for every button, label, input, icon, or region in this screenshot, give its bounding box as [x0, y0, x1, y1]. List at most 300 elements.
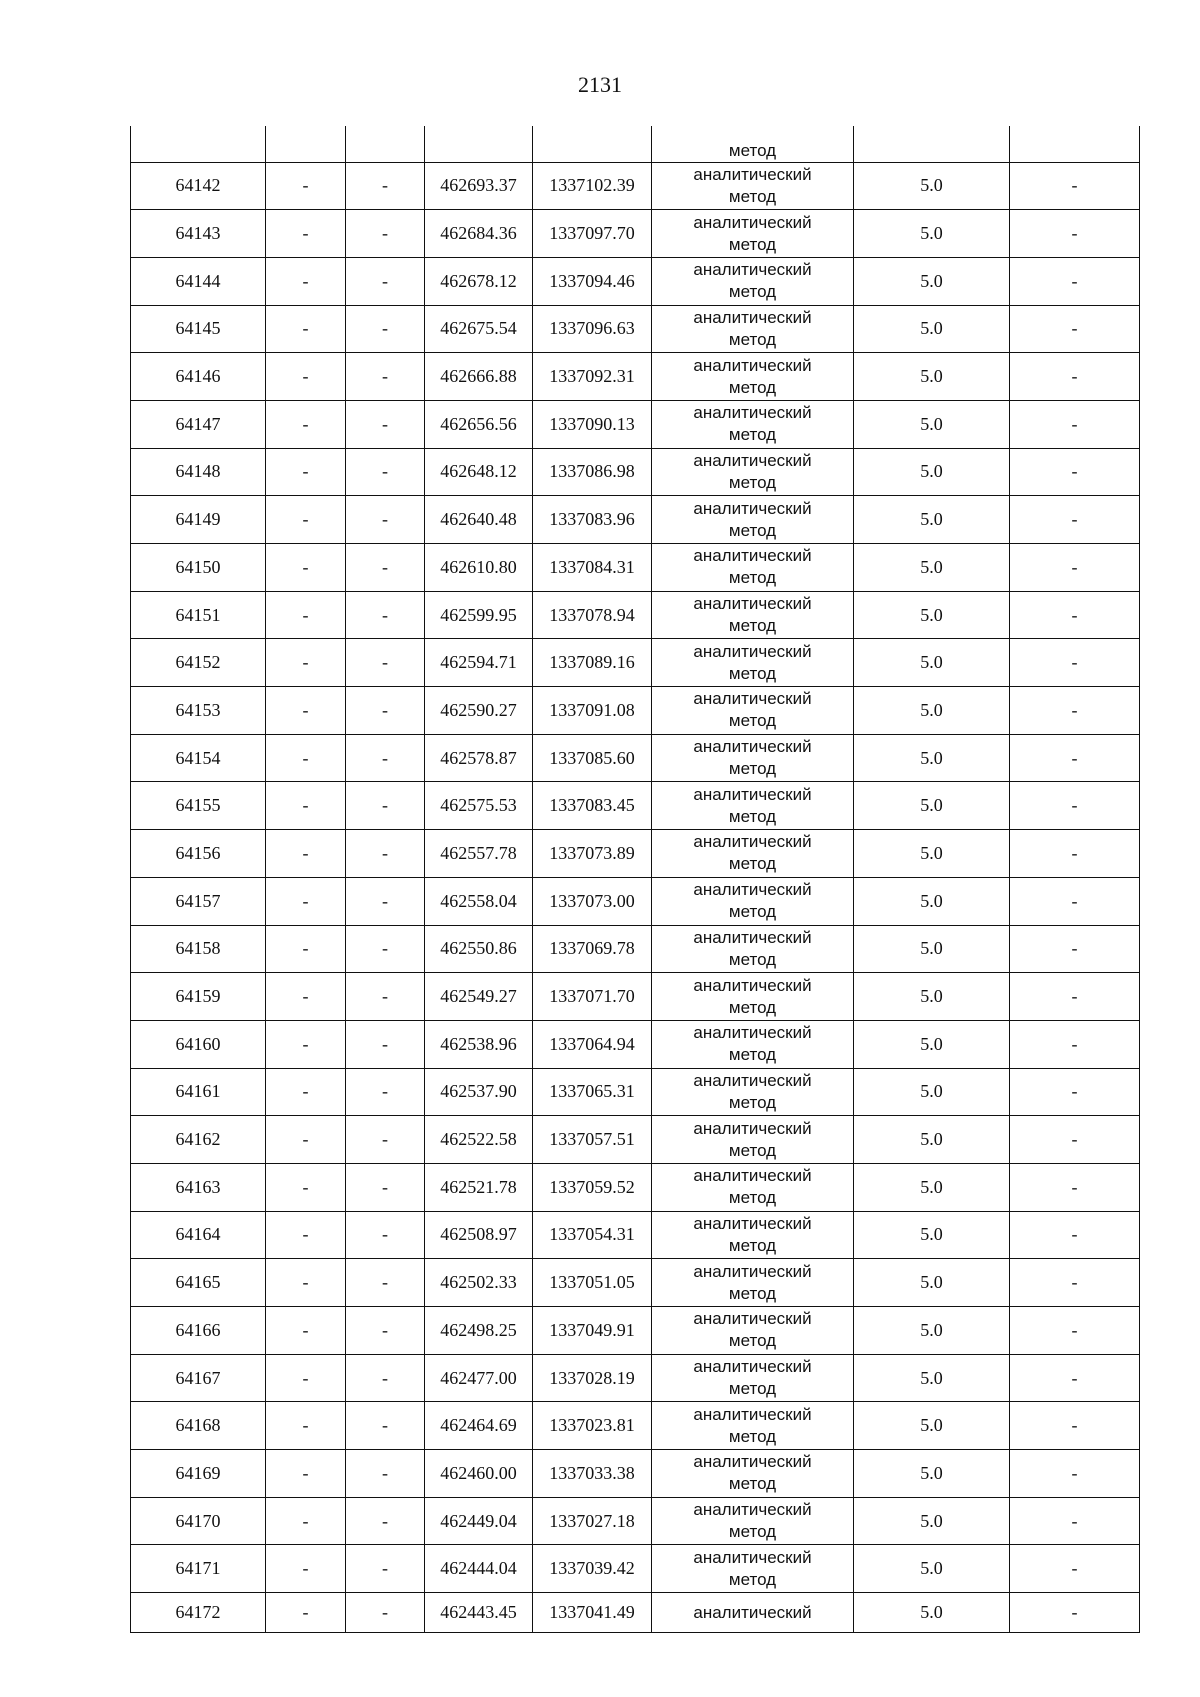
method-line-1: аналитический — [693, 880, 812, 900]
cell-col2: - — [266, 734, 346, 782]
table-row — [131, 734, 1140, 782]
method-line-1: аналитический — [693, 498, 812, 518]
cell-col2: - — [266, 1307, 346, 1355]
method-line-1: аналитический — [693, 546, 812, 566]
cell-accuracy — [854, 126, 1010, 162]
cell-method — [652, 1020, 854, 1068]
cell-point-number: 64168 — [131, 1402, 266, 1450]
cell-y: 1337073.89 — [533, 830, 652, 878]
cell-accuracy: 5.0 — [854, 257, 1010, 305]
cell-method: метод — [652, 126, 854, 162]
cell-col2: - — [266, 782, 346, 830]
cell-y: 1337090.13 — [533, 400, 652, 448]
cell-col3: - — [346, 1593, 425, 1633]
cell-x: 462444.04 — [425, 1545, 533, 1593]
cell-col3: - — [346, 1450, 425, 1498]
table-row — [131, 830, 1140, 878]
cell-method — [652, 1259, 854, 1307]
method-line-2: метод — [728, 854, 777, 874]
cell-x: 462578.87 — [425, 734, 533, 782]
cell-col8: - — [1010, 639, 1140, 687]
method-line-1: аналитический — [693, 784, 812, 804]
cell-col3: - — [346, 353, 425, 401]
cell-accuracy: 5.0 — [854, 591, 1010, 639]
cell-accuracy: 5.0 — [854, 305, 1010, 353]
cell-point-number: 64157 — [131, 877, 266, 925]
table-row — [131, 448, 1140, 496]
cell-point-number: 64170 — [131, 1497, 266, 1545]
cell-accuracy: 5.0 — [854, 639, 1010, 687]
method-line-1: аналитический — [693, 1404, 812, 1424]
cell-col8: - — [1010, 591, 1140, 639]
cell-x: 462656.56 — [425, 400, 533, 448]
cell-method — [652, 925, 854, 973]
method-line-2: метод — [728, 1522, 777, 1542]
method-line-2: метод — [728, 711, 777, 731]
cell-y: 1337069.78 — [533, 925, 652, 973]
cell-y: 1337049.91 — [533, 1307, 652, 1355]
cell-method — [652, 1068, 854, 1116]
cell-point-number: 64162 — [131, 1116, 266, 1164]
method-line-1: аналитический — [693, 1602, 812, 1622]
cell-col2: - — [266, 448, 346, 496]
cell-col8: - — [1010, 1211, 1140, 1259]
cell-method — [652, 1116, 854, 1164]
cell-y: 1337078.94 — [533, 591, 652, 639]
cell-x: 462460.00 — [425, 1450, 533, 1498]
cell-point-number: 64163 — [131, 1163, 266, 1211]
table-row — [131, 544, 1140, 592]
cell-col2: - — [266, 639, 346, 687]
cell-col3 — [346, 126, 425, 162]
cell-x: 462640.48 — [425, 496, 533, 544]
cell-x: 462558.04 — [425, 877, 533, 925]
cell-accuracy: 5.0 — [854, 162, 1010, 210]
method-line-1: аналитический — [693, 1500, 812, 1520]
cell-col3: - — [346, 257, 425, 305]
cell-col3: - — [346, 496, 425, 544]
cell-accuracy: 5.0 — [854, 734, 1010, 782]
cell-col8: - — [1010, 210, 1140, 258]
cell-col8: - — [1010, 973, 1140, 1021]
cell-col2: - — [266, 353, 346, 401]
cell-col8: - — [1010, 400, 1140, 448]
cell-method — [652, 830, 854, 878]
cell-col8: - — [1010, 1593, 1140, 1633]
method-line-2: метод — [728, 759, 777, 779]
table-row — [131, 162, 1140, 210]
cell-col2: - — [266, 1545, 346, 1593]
cell-col8: - — [1010, 1402, 1140, 1450]
cell-method — [652, 1450, 854, 1498]
cell-col2: - — [266, 1211, 346, 1259]
cell-y: 1337051.05 — [533, 1259, 652, 1307]
cell-point-number: 64171 — [131, 1545, 266, 1593]
cell-method — [652, 305, 854, 353]
cell-col2: - — [266, 687, 346, 735]
cell-col2: - — [266, 1402, 346, 1450]
cell-col2: - — [266, 257, 346, 305]
cell-col3: - — [346, 973, 425, 1021]
cell-col2: - — [266, 210, 346, 258]
cell-x: 462522.58 — [425, 1116, 533, 1164]
cell-x: 462443.45 — [425, 1593, 533, 1633]
cell-y: 1337086.98 — [533, 448, 652, 496]
cell-method — [652, 1593, 854, 1633]
method-line-2: метод — [728, 425, 777, 445]
cell-col2: - — [266, 1068, 346, 1116]
table-row — [131, 257, 1140, 305]
method-line-2: метод — [728, 1045, 777, 1065]
table-row — [131, 687, 1140, 735]
method-line-1: аналитический — [693, 689, 812, 709]
cell-y: 1337071.70 — [533, 973, 652, 1021]
table-row — [131, 877, 1140, 925]
cell-y: 1337064.94 — [533, 1020, 652, 1068]
cell-col8 — [1010, 126, 1140, 162]
cell-accuracy: 5.0 — [854, 496, 1010, 544]
cell-point-number: 64147 — [131, 400, 266, 448]
method-line-2: метод — [728, 1235, 777, 1255]
cell-accuracy: 5.0 — [854, 210, 1010, 258]
cell-col2: - — [266, 1497, 346, 1545]
cell-col8: - — [1010, 448, 1140, 496]
cell-col3: - — [346, 305, 425, 353]
cell-col2: - — [266, 400, 346, 448]
cell-point-number: 64144 — [131, 257, 266, 305]
cell-col2: - — [266, 973, 346, 1021]
cell-method — [652, 591, 854, 639]
method-line-1: аналитический — [693, 737, 812, 757]
cell-col2 — [266, 126, 346, 162]
method-line-1: аналитический — [693, 450, 812, 470]
cell-accuracy: 5.0 — [854, 400, 1010, 448]
cell-x: 462550.86 — [425, 925, 533, 973]
method-line-1: аналитический — [693, 1166, 812, 1186]
cell-col8: - — [1010, 1259, 1140, 1307]
cell-point-number: 64159 — [131, 973, 266, 1021]
method-line-2: метод — [728, 1092, 777, 1112]
cell-col8: - — [1010, 830, 1140, 878]
table-row — [131, 1354, 1140, 1402]
cell-y: 1337094.46 — [533, 257, 652, 305]
method-line-1: аналитический — [693, 1023, 812, 1043]
cell-col3: - — [346, 877, 425, 925]
cell-col3: - — [346, 782, 425, 830]
cell-point-number — [131, 126, 266, 162]
cell-x: 462590.27 — [425, 687, 533, 735]
cell-method — [652, 496, 854, 544]
cell-y: 1337073.00 — [533, 877, 652, 925]
method-line-2: метод — [728, 1569, 777, 1589]
method-line-1: аналитический — [693, 164, 812, 184]
method-line-1: аналитический — [693, 1118, 812, 1138]
cell-method — [652, 353, 854, 401]
cell-col3: - — [346, 925, 425, 973]
cell-x — [425, 126, 533, 162]
cell-col3: - — [346, 1307, 425, 1355]
method-line-2: метод — [728, 568, 777, 588]
cell-accuracy: 5.0 — [854, 353, 1010, 401]
cell-accuracy: 5.0 — [854, 1163, 1010, 1211]
cell-method — [652, 257, 854, 305]
cell-y: 1337027.18 — [533, 1497, 652, 1545]
cell-point-number: 64155 — [131, 782, 266, 830]
table-row — [131, 925, 1140, 973]
cell-method — [652, 973, 854, 1021]
cell-col8: - — [1010, 1450, 1140, 1498]
cell-col2: - — [266, 830, 346, 878]
cell-method — [652, 687, 854, 735]
cell-point-number: 64172 — [131, 1593, 266, 1633]
cell-col8: - — [1010, 1497, 1140, 1545]
cell-col8: - — [1010, 353, 1140, 401]
cell-col3: - — [346, 687, 425, 735]
cell-col2: - — [266, 1163, 346, 1211]
cell-accuracy: 5.0 — [854, 448, 1010, 496]
table-row — [131, 353, 1140, 401]
page-number: 2131 — [578, 72, 622, 97]
method-line-1: аналитический — [693, 403, 812, 423]
cell-accuracy: 5.0 — [854, 830, 1010, 878]
method-line-1: аналитический — [693, 1357, 812, 1377]
method-line-1: аналитический — [693, 641, 812, 661]
cell-accuracy: 5.0 — [854, 1116, 1010, 1164]
cell-col2: - — [266, 1593, 346, 1633]
cell-col3: - — [346, 1545, 425, 1593]
cell-col8: - — [1010, 1163, 1140, 1211]
cell-point-number: 64145 — [131, 305, 266, 353]
cell-y: 1337039.42 — [533, 1545, 652, 1593]
method-line-2: метод — [728, 1140, 777, 1160]
cell-accuracy: 5.0 — [854, 1354, 1010, 1402]
cell-col3: - — [346, 400, 425, 448]
cell-x: 462684.36 — [425, 210, 533, 258]
cell-col3: - — [346, 639, 425, 687]
cell-col3: - — [346, 210, 425, 258]
cell-col8: - — [1010, 1116, 1140, 1164]
method-line-1: аналитический — [693, 1309, 812, 1329]
cell-col2: - — [266, 925, 346, 973]
cell-accuracy: 5.0 — [854, 687, 1010, 735]
table-row — [131, 400, 1140, 448]
cell-method — [652, 1497, 854, 1545]
method-line-2: метод — [728, 234, 777, 254]
cell-col3: - — [346, 1354, 425, 1402]
cell-col3: - — [346, 1163, 425, 1211]
table-row — [131, 1497, 1140, 1545]
cell-col3: - — [346, 544, 425, 592]
cell-accuracy: 5.0 — [854, 1259, 1010, 1307]
cell-method — [652, 1307, 854, 1355]
cell-col8: - — [1010, 1068, 1140, 1116]
cell-y: 1337023.81 — [533, 1402, 652, 1450]
cell-accuracy: 5.0 — [854, 1211, 1010, 1259]
method-line-2: метод — [728, 949, 777, 969]
cell-col2: - — [266, 877, 346, 925]
cell-x: 462678.12 — [425, 257, 533, 305]
cell-point-number: 64148 — [131, 448, 266, 496]
cell-y: 1337089.16 — [533, 639, 652, 687]
cell-accuracy: 5.0 — [854, 1020, 1010, 1068]
cell-col8: - — [1010, 877, 1140, 925]
cell-accuracy: 5.0 — [854, 1307, 1010, 1355]
cell-point-number: 64165 — [131, 1259, 266, 1307]
cell-col8: - — [1010, 782, 1140, 830]
cell-method — [652, 734, 854, 782]
cell-col3: - — [346, 1402, 425, 1450]
cell-col3: - — [346, 1497, 425, 1545]
cell-y: 1337097.70 — [533, 210, 652, 258]
cell-x: 462693.37 — [425, 162, 533, 210]
method-line-2: метод — [728, 377, 777, 397]
cell-col8: - — [1010, 687, 1140, 735]
method-line-2: метод — [728, 472, 777, 492]
table-row — [131, 305, 1140, 353]
cell-point-number: 64153 — [131, 687, 266, 735]
cell-y: 1337065.31 — [533, 1068, 652, 1116]
method-line-2: метод — [728, 520, 777, 540]
table-row — [131, 1307, 1140, 1355]
cell-point-number: 64142 — [131, 162, 266, 210]
method-line-1: аналитический — [693, 1261, 812, 1281]
cell-x: 462538.96 — [425, 1020, 533, 1068]
cell-y: 1337059.52 — [533, 1163, 652, 1211]
cell-col2: - — [266, 1259, 346, 1307]
cell-method — [652, 1211, 854, 1259]
cell-point-number: 64150 — [131, 544, 266, 592]
cell-y: 1337083.96 — [533, 496, 652, 544]
method-line-2: метод — [728, 902, 777, 922]
table-row — [131, 1211, 1140, 1259]
table-row — [131, 973, 1140, 1021]
cell-point-number: 64161 — [131, 1068, 266, 1116]
cell-y — [533, 126, 652, 162]
table-row — [131, 1402, 1140, 1450]
method-line-2: метод — [728, 1379, 777, 1399]
cell-x: 462575.53 — [425, 782, 533, 830]
cell-y: 1337057.51 — [533, 1116, 652, 1164]
method-line-2: метод — [728, 997, 777, 1017]
table-row — [131, 639, 1140, 687]
cell-point-number: 64149 — [131, 496, 266, 544]
cell-x: 462549.27 — [425, 973, 533, 1021]
cell-col8: - — [1010, 1354, 1140, 1402]
cell-col2: - — [266, 1354, 346, 1402]
cell-x: 462477.00 — [425, 1354, 533, 1402]
cell-point-number: 64169 — [131, 1450, 266, 1498]
cell-y: 1337092.31 — [533, 353, 652, 401]
method-line-2: метод — [728, 186, 777, 206]
cell-x: 462521.78 — [425, 1163, 533, 1211]
cell-y: 1337085.60 — [533, 734, 652, 782]
cell-col3: - — [346, 830, 425, 878]
cell-x: 462498.25 — [425, 1307, 533, 1355]
cell-col3: - — [346, 1020, 425, 1068]
cell-col8: - — [1010, 162, 1140, 210]
cell-method — [652, 639, 854, 687]
cell-x: 462675.54 — [425, 305, 533, 353]
method-line-2: метод — [728, 806, 777, 826]
cell-col2: - — [266, 1020, 346, 1068]
method-line-2: метод — [728, 663, 777, 683]
cell-col3: - — [346, 591, 425, 639]
cell-method — [652, 400, 854, 448]
cell-method — [652, 782, 854, 830]
cell-x: 462610.80 — [425, 544, 533, 592]
table-row — [131, 1163, 1140, 1211]
cell-point-number: 64154 — [131, 734, 266, 782]
table-row-continued — [131, 126, 1140, 162]
cell-col8: - — [1010, 496, 1140, 544]
cell-col2: - — [266, 162, 346, 210]
cell-col3: - — [346, 1259, 425, 1307]
cell-method — [652, 1354, 854, 1402]
cell-col8: - — [1010, 257, 1140, 305]
cell-y: 1337028.19 — [533, 1354, 652, 1402]
method-line-1: аналитический — [693, 927, 812, 947]
cell-method — [652, 1402, 854, 1450]
cell-x: 462464.69 — [425, 1402, 533, 1450]
cell-col2: - — [266, 496, 346, 544]
method-line-2: метод — [728, 1331, 777, 1351]
method-line-1: аналитический — [693, 355, 812, 375]
cell-col2: - — [266, 544, 346, 592]
cell-col2: - — [266, 1116, 346, 1164]
coordinates-table — [130, 126, 1140, 1633]
cell-x: 462502.33 — [425, 1259, 533, 1307]
cell-point-number: 64166 — [131, 1307, 266, 1355]
method-line-1: аналитический — [693, 260, 812, 280]
table-row — [131, 1450, 1140, 1498]
cell-col3: - — [346, 1211, 425, 1259]
table-row — [131, 1020, 1140, 1068]
cell-point-number: 64146 — [131, 353, 266, 401]
cell-col8: - — [1010, 734, 1140, 782]
method-line-2: метод — [728, 329, 777, 349]
cell-col3: - — [346, 162, 425, 210]
cell-accuracy: 5.0 — [854, 1068, 1010, 1116]
cell-point-number: 64158 — [131, 925, 266, 973]
cell-col2: - — [266, 305, 346, 353]
cell-y: 1337041.49 — [533, 1593, 652, 1633]
method-line-2: метод — [728, 1283, 777, 1303]
method-line-2: метод — [728, 1474, 777, 1494]
cell-x: 462666.88 — [425, 353, 533, 401]
method-line-1: аналитический — [693, 1213, 812, 1233]
cell-col3: - — [346, 1068, 425, 1116]
cell-accuracy: 5.0 — [854, 1545, 1010, 1593]
cell-point-number: 64156 — [131, 830, 266, 878]
method-line-2: метод — [728, 1426, 777, 1446]
cell-point-number: 64164 — [131, 1211, 266, 1259]
table-row — [131, 496, 1140, 544]
cell-y: 1337033.38 — [533, 1450, 652, 1498]
cell-method — [652, 1545, 854, 1593]
cell-point-number: 64160 — [131, 1020, 266, 1068]
table-body — [131, 126, 1140, 1633]
cell-accuracy: 5.0 — [854, 1450, 1010, 1498]
cell-x: 462557.78 — [425, 830, 533, 878]
cell-col8: - — [1010, 1545, 1140, 1593]
cell-col3: - — [346, 1116, 425, 1164]
table-row — [131, 1116, 1140, 1164]
cell-x: 462648.12 — [425, 448, 533, 496]
cell-col3: - — [346, 734, 425, 782]
cell-col2: - — [266, 591, 346, 639]
cell-y: 1337096.63 — [533, 305, 652, 353]
cell-method — [652, 544, 854, 592]
